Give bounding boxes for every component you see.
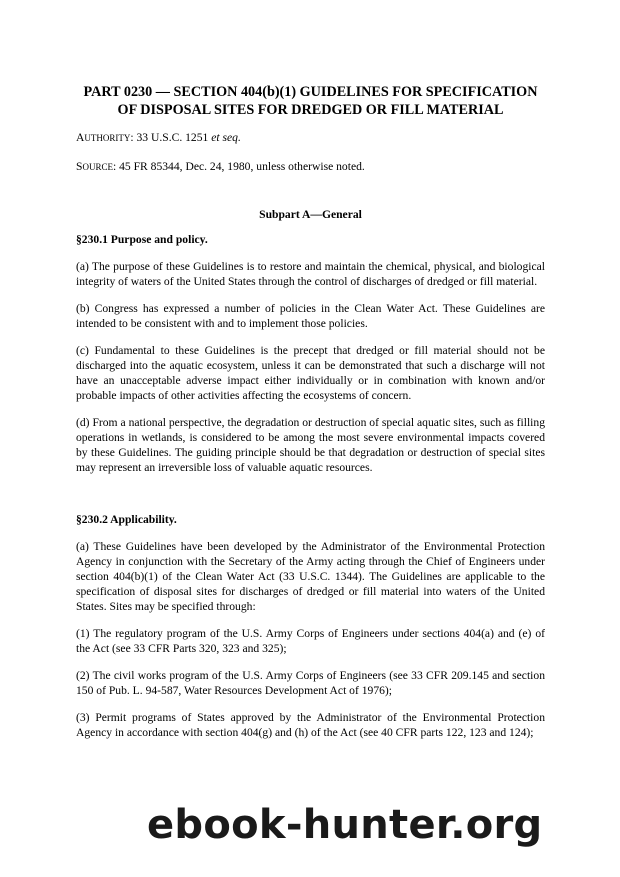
section-230-1-para-a: (a) The purpose of these Guidelines is to restore and maintain the chemical, physical, and biological integrity of waters of the United States through the control of discharges of dredged or fill material. bbox=[76, 260, 545, 288]
section-230-1-para-d: (d) From a national perspective, the degradation or destruction of special aquatic sites, such as filling operations in wetlands, is considered to be among the most severe environmental impacts covered by these Guidelines. The guiding principle should be that degradation or destruction of special sites may represent an irreversible loss of valuable aquatic resources. bbox=[76, 416, 545, 474]
authority-line bbox=[76, 130, 545, 146]
source-label-rest: OURCE bbox=[82, 162, 113, 172]
authority-label-rest: UTHORITY bbox=[84, 133, 131, 143]
section-230-1-para-b: (b) Congress has expressed a number of policies in the Clean Water Act. These Guidelines are intended to be consistent with and to implement those policies. bbox=[76, 302, 545, 330]
section-230-2-para-3: (3) Permit programs of States approved by the Administrator of the Environmental Protection Agency in accordance with section 404(g) and (h) of the Act (see 40 CFR parts 122, 123 and 124); bbox=[76, 711, 545, 739]
source-text: : 45 FR 85344, Dec. 24, 1980, unless otherwise noted. bbox=[112, 160, 365, 173]
section-230-2-para-a: (a) These Guidelines have been developed by the Administrator of the Environmental Protection Agency in conjunction with the Secretary of the Army acting through the Chief of Engineers under section 404(b)(1) of the Clean Water Act (33 U.S.C. 1344). The Guidelines are applicable to the specification of disposal sites for discharges of dredged or fill material into waters of the United States. Sites may be specified through: bbox=[76, 540, 545, 613]
document-title: PART 0230 — SECTION 404(b)(1) GUIDELINES FOR SPECIFICATION OF DISPOSAL SITES FOR DREDGED OR FILL MATERIAL bbox=[83, 84, 538, 118]
section-230-1-para-c: (c) Fundamental to these Guidelines is the precept that dredged or fill material should not be discharged into the aquatic ecosystem, unless it can be demonstrated that such a discharge will not have an unacceptable adverse impact either individually or in combination with known and/or probable impacts of other activities affecting the ecosystems of concern. bbox=[76, 344, 545, 402]
section-230-2-para-2: (2) The civil works program of the U.S. Army Corps of Engineers (see 33 CFR 209.145 and section 150 of Pub. L. 94-587, Water Resources Development Act of 1976); bbox=[76, 669, 545, 697]
document-page bbox=[76, 83, 545, 740]
source-label-first: S bbox=[76, 160, 83, 173]
section-230-1-heading: §230.1 Purpose and policy. bbox=[76, 233, 208, 246]
authority-italic: et seq. bbox=[211, 131, 241, 144]
authority-label-first: A bbox=[76, 131, 85, 144]
authority-text: : 33 U.S.C. 1251 bbox=[130, 131, 212, 144]
watermark: ebook-hunter.org bbox=[147, 802, 543, 848]
section-230-2-heading: §230.2 Applicability. bbox=[76, 513, 177, 526]
source-line bbox=[76, 159, 545, 175]
section-230-2-para-1: (1) The regulatory program of the U.S. Army Corps of Engineers under sections 404(a) and (e) of the Act (see 33 CFR Parts 320, 323 and 325); bbox=[76, 627, 545, 655]
subpart-heading: Subpart A—General bbox=[259, 208, 362, 221]
